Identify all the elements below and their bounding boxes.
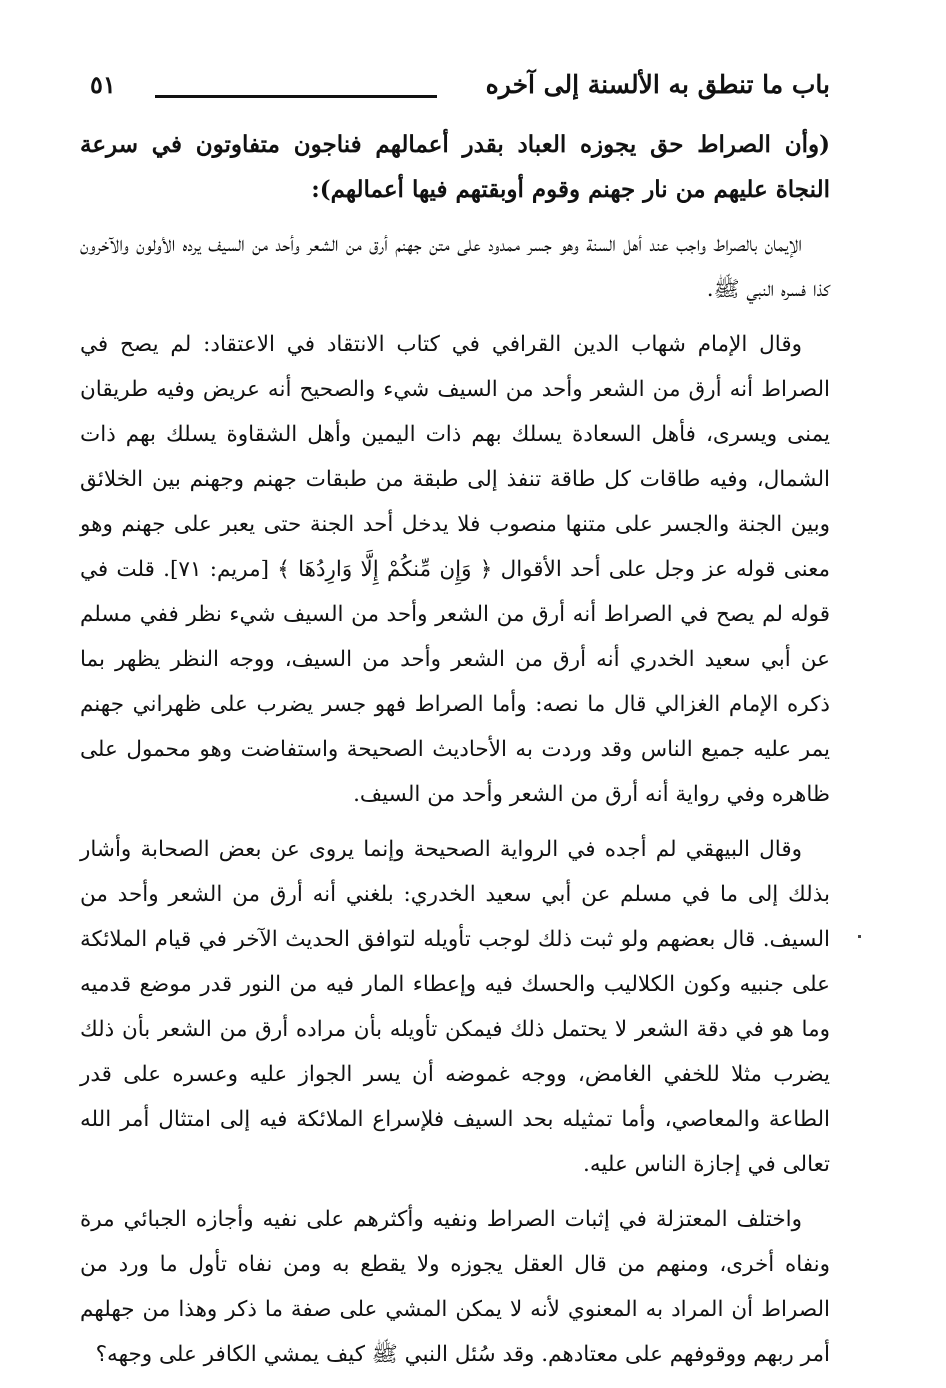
paragraph-3: وقال البيهقي لم أجده في الرواية الصحيحة وإنما يروى عن بعض الصحابة وأشار بذلك إلى ما في مسلم عن أبي سعيد الخدري: بلغني أنه أرق من الشعر وأحد من السيف. قال بعضهم ولو ثبت ذلك لوجب تأويله لتوافق الحديث الآخر في قيام الملائكة على جنبيه وكون الكلاليب والحسك فيه وإعطاء المار فيه من النور قدر موضع قدميه وما هو في دقة الشعر لا يحتمل ذلك فيمكن تأويله بأن مراده أرق من الشعر بأن ذلك يضرب مثلا للخفي الغامض، ووجه غموضه أن يسر الجواز عليه وعسره على قدر الطاعة والمعاصي، وأما تمثيله بحد السيف فلإسراع الملائكة فيه إلى امتثال أمر الله تعالى في إجازة الناس عليه. bbox=[80, 837, 830, 1177]
section-heading: (وأن الصراط حق يجوزه العباد بقدر أعمالهم فناجون متفاوتون في سرعة النجاة عليهم من نار جهنم وقوم أوبقتهم فيها أعمالهم): bbox=[80, 131, 830, 203]
header-rule bbox=[155, 95, 437, 98]
page-number: ٥١ bbox=[90, 70, 116, 99]
running-header bbox=[80, 62, 830, 122]
book-page bbox=[80, 62, 830, 1387]
margin-speck bbox=[858, 935, 861, 938]
paragraph-4: واختلف المعتزلة في إثبات الصراط ونفيه وأكثرهم على نفيه وأجازه الجبائي مرة ونفاه أخرى، ومنهم من قال العقل يجوزه ولا يقطع به ومن نفاه تأول ما ورد من الصراط أن المراد به المعنوي لأنه لا يمكن المشي على صفة ما ذكر وهذا من جهلهم أمر ربهم ووقوفهم على معتادهم. وقد سُئل النبي ﷺ كيف يمشي الكافر على وجهه؟ bbox=[80, 1207, 830, 1367]
paragraph-2: وقال الإمام شهاب الدين القرافي في كتاب الانتقاد في الاعتقاد: لم يصح في الصراط أنه أرق من الشعر وأحد من السيف شيء والصحيح أنه عريض وفيه طريقان يمنى ويسرى، فأهل السعادة يسلك بهم ذات اليمين وأهل الشقاوة يسلك بهم ذات الشمال، وفيه طاقات كل طاقة تنفذ إلى طبقة من طبقات جهنم وجهنم بين الخلائق وبين الجنة والجسر على متنها منصوب فلا يدخل أحد الجنة حتى يعبر على جهنم وهو معنى قوله عز وجل على أحد الأقوال ﴿ وَإِن مِّنكُمْ إِلَّا وَارِدُهَا ﴾ [مريم: ٧١]. قلت في قوله لم يصح في الصراط أنه أرق من الشعر وأحد من السيف شيء نظر ففي مسلم عن أبي سعيد الخدري أنه أرق من الشعر وأحد من السيف، ووجه النظر يظهر بما ذكره الإمام الغزالي قال ما نصه: وأما الصراط فهو جسر يضرب على ظهراني جهنم يمر عليه جميع الناس وقد وردت به الأحاديث الصحيحة واستفاضت وهو محمول على ظاهره وفي رواية أنه أرق من الشعر وأحد من السيف. bbox=[80, 332, 830, 807]
paragraph-1: الإيمان بالصراط واجب عند أهل السنة وهو جسر ممدود على متن جهنم أرق من الشعر وأحد من السيف يرده الأولون والآخرون كذا فسره النبي ﷺ. bbox=[80, 232, 830, 302]
chapter-title: باب ما تنطق به الألسنة إلى آخره bbox=[485, 70, 830, 99]
